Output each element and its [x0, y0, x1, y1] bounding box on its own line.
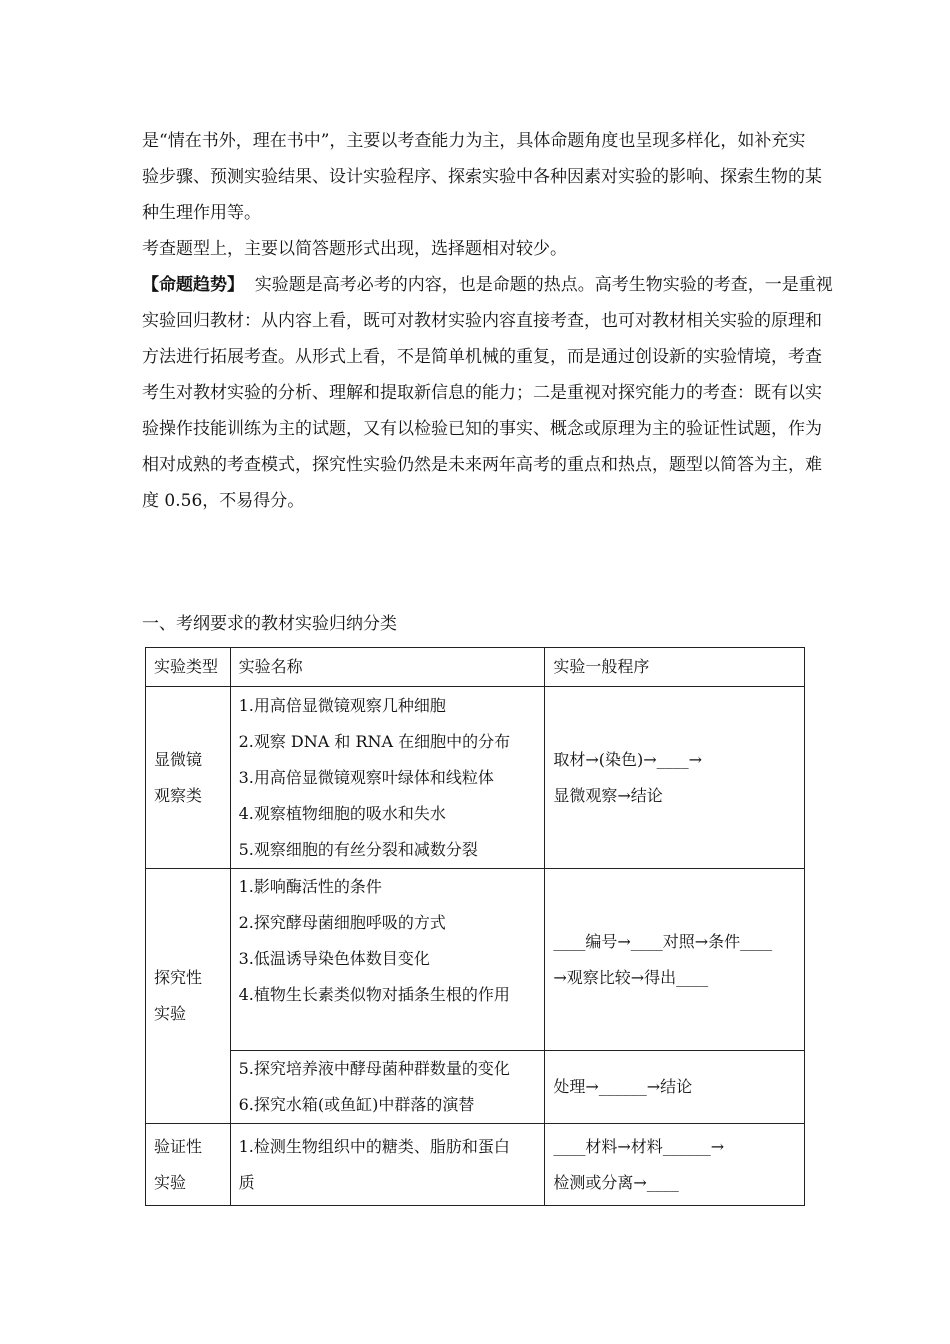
list-item: 质: [238, 1172, 255, 1192]
experiment-list-cell: [230, 687, 545, 869]
section-heading: 一、考纲要求的教材实验归纳分类: [142, 614, 397, 634]
text-line: 实验回归教材：从内容上看，既可对教材实验内容直接考查，也可对教材相关实验的原理和: [142, 311, 822, 331]
experiment-list-cell: [230, 1124, 545, 1206]
experiment-list-cell: [230, 1051, 545, 1124]
type-label-line: 验证性: [154, 1136, 203, 1156]
type-label-line: 观察类: [154, 785, 203, 805]
text-line: 考生对教材实验的分析、理解和提取新信息的能力；二是重视对探究能力的考查：既有以实: [142, 383, 822, 403]
text-line: 方法进行拓展考查。从形式上看，不是简单机械的重复，而是通过创设新的实验情境，考查: [142, 347, 822, 367]
text-line: 是“情在书外，理在书中”，主要以考查能力为主，具体命题角度也呈现多样化，如补充实: [142, 131, 806, 151]
list-item: 1.用高倍显微镜观察几种细胞: [238, 695, 446, 715]
list-item: 4.植物生长素类似物对插条生根的作用: [238, 985, 510, 1004]
procedure-cell: [545, 1051, 805, 1124]
procedure-line: 显微观察→结论: [553, 785, 663, 805]
list-item: 1.检测生物组织中的糖类、脂肪和蛋白: [238, 1136, 510, 1156]
table-row: [146, 869, 805, 1051]
text-line: 验步骤、预测实验结果、设计实验程序、探索实验中各种因素对实验的影响、探索生物的某: [142, 167, 822, 187]
list-item: 4.观察植物细胞的吸水和失水: [238, 803, 446, 823]
table-header-row: [146, 648, 805, 687]
list-item: 5.探究培养液中酵母菌种群数量的变化: [238, 1059, 510, 1078]
text-line: 种生理作用等。: [142, 203, 261, 223]
type-label-line: 实验: [154, 1172, 187, 1192]
question-type-paragraph: [142, 231, 810, 267]
procedure-line: ____材料→材料______→: [553, 1136, 725, 1156]
procedure-cell: [545, 687, 805, 869]
header-cell-type: 实验类型: [146, 648, 231, 687]
list-item: 6.探究水箱(或鱼缸)中群落的演替: [238, 1095, 475, 1114]
procedure-line: ____编号→____对照→条件____: [553, 931, 773, 951]
type-cell: [146, 1124, 231, 1206]
type-cell: [146, 687, 231, 869]
list-item: 3.低温诱导染色体数目变化: [238, 949, 430, 968]
type-label-line: 探究性: [154, 968, 203, 987]
list-item: 2.观察 DNA 和 RNA 在细胞中的分布: [238, 731, 511, 751]
experiment-list-cell: [230, 869, 545, 1051]
type-label-line: 显微镜: [154, 749, 203, 769]
list-item: 1.影响酶活性的条件: [238, 877, 382, 896]
table-row: [146, 1051, 805, 1124]
header-cell-name: 实验名称: [230, 648, 545, 687]
type-label-line: 实验: [154, 1004, 187, 1023]
intro-paragraph: [142, 123, 822, 231]
table-row: [146, 1124, 805, 1206]
text-line: 度 0.56，不易得分。: [142, 491, 305, 511]
experiment-table: [145, 647, 805, 1206]
procedure-line: 处理→______→结论: [553, 1077, 693, 1096]
trend-label: 【命题趋势】: [142, 275, 244, 295]
procedure-cell: [545, 869, 805, 1051]
procedure-line: →观察比较→得出____: [553, 967, 709, 987]
list-item: 2.探究酵母菌细胞呼吸的方式: [238, 913, 446, 932]
type-cell: [146, 869, 231, 1124]
trend-paragraph: [142, 267, 833, 519]
list-item: 5.观察细胞的有丝分裂和减数分裂: [238, 839, 478, 859]
trend-first-line: 实验题是高考必考的内容，也是命题的热点。高考生物实验的考查，一是重视: [244, 275, 833, 295]
text-line: 考查题型上，主要以简答题形式出现，选择题相对较少。: [142, 239, 567, 259]
list-item: 3.用高倍显微镜观察叶绿体和线粒体: [238, 767, 494, 787]
procedure-line: 取材→(染色)→____→: [553, 749, 703, 769]
procedure-line: 检测或分离→____: [553, 1172, 679, 1192]
procedure-cell: [545, 1124, 805, 1206]
text-line: 相对成熟的考查模式，探究性实验仍然是未来两年高考的重点和热点，题型以简答为主，难: [142, 455, 822, 475]
header-cell-procedure: 实验一般程序: [545, 648, 805, 687]
text-line: 验操作技能训练为主的试题，又有以检验已知的事实、概念或原理为主的验证性试题，作为: [142, 419, 822, 439]
text-line: [142, 267, 833, 303]
table-row: [146, 687, 805, 869]
